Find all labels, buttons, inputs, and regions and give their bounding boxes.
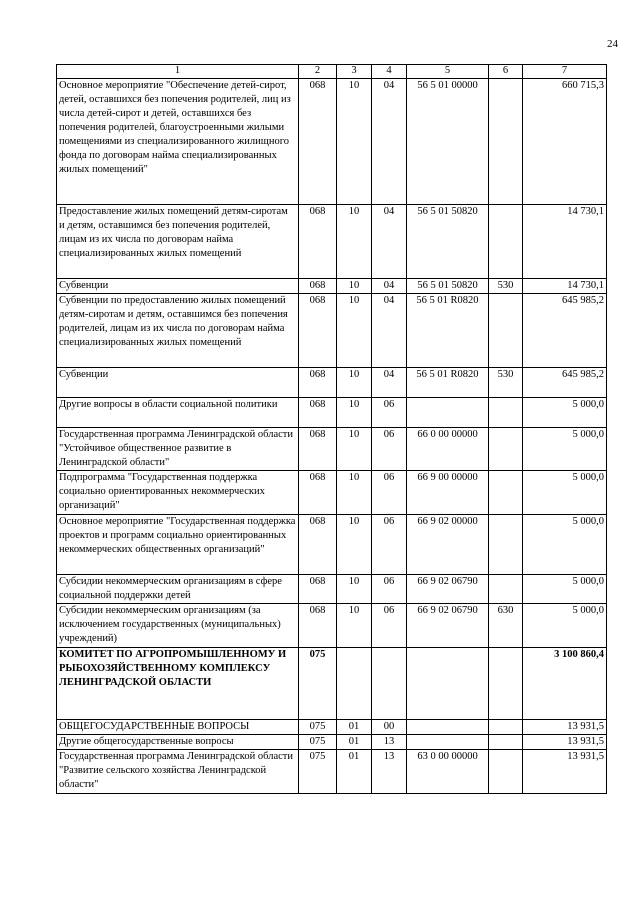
table-row: [57, 398, 607, 428]
cell-amount: 5 000,0: [523, 515, 607, 575]
column-header: 7: [523, 65, 607, 79]
column-header: 5: [407, 65, 489, 79]
cell-admin-code: 068: [299, 279, 337, 294]
cell-section: 10: [337, 515, 372, 575]
cell-subsection: 06: [372, 515, 407, 575]
cell-subsection: 06: [372, 398, 407, 428]
cell-section: 10: [337, 368, 372, 398]
cell-amount: 5 000,0: [523, 398, 607, 428]
table-row: [57, 79, 607, 205]
cell-section: 01: [337, 735, 372, 750]
cell-amount: 645 985,2: [523, 368, 607, 398]
cell-target-article: 66 9 02 00000: [407, 515, 489, 575]
cell-expense-type: 530: [489, 279, 523, 294]
row-name: Предоставление жилых помещений детям-сиротам и детям, оставшимся без попечения родителей, лицам из их числа по договорам найма специализированных жилых помещений: [57, 205, 299, 279]
table-row: [57, 515, 607, 575]
row-name: Государственная программа Ленинградской области "Устойчивое общественное развитие в Ленинградской области": [57, 428, 299, 471]
cell-section: 10: [337, 279, 372, 294]
cell-subsection: 06: [372, 604, 407, 648]
cell-subsection: 06: [372, 471, 407, 515]
cell-section: 10: [337, 398, 372, 428]
cell-amount: 645 985,2: [523, 294, 607, 368]
table-row: [57, 279, 607, 294]
table-row: [57, 720, 607, 735]
cell-amount: 5 000,0: [523, 428, 607, 471]
cell-target-article: 56 5 01 50820: [407, 279, 489, 294]
cell-subsection: 04: [372, 205, 407, 279]
cell-admin-code: 068: [299, 294, 337, 368]
cell-target-article: 66 0 00 00000: [407, 428, 489, 471]
cell-expense-type: [489, 575, 523, 604]
table-row: [57, 294, 607, 368]
cell-subsection: 04: [372, 368, 407, 398]
cell-subsection: 13: [372, 735, 407, 750]
page-number: 24: [607, 38, 618, 50]
cell-admin-code: 075: [299, 735, 337, 750]
cell-subsection: 13: [372, 750, 407, 794]
table-row: [57, 205, 607, 279]
cell-amount: 5 000,0: [523, 471, 607, 515]
row-name: Субсидии некоммерческим организациям в сфере социальной поддержки детей: [57, 575, 299, 604]
row-name: Основное мероприятие "Обеспечение детей-сирот, детей, оставшихся без попечения родителей, лиц из числа детей-сирот и детей, оставшихся без попечения родителей, благоустроенными жилыми помещениями из специализированного жилищного фонда по договорам найма специализированных жилых помещений": [57, 79, 299, 205]
table-row: [57, 750, 607, 794]
table-row: [57, 368, 607, 398]
cell-section: 10: [337, 205, 372, 279]
table-row: [57, 604, 607, 648]
cell-admin-code: 075: [299, 750, 337, 794]
cell-expense-type: [489, 471, 523, 515]
cell-expense-type: [489, 720, 523, 735]
cell-amount: 5 000,0: [523, 604, 607, 648]
column-header: 6: [489, 65, 523, 79]
cell-amount: 13 931,5: [523, 735, 607, 750]
cell-section: 01: [337, 750, 372, 794]
row-name: Субвенции: [57, 368, 299, 398]
cell-section: 10: [337, 294, 372, 368]
cell-amount: 13 931,5: [523, 750, 607, 794]
column-header: 3: [337, 65, 372, 79]
cell-target-article: [407, 735, 489, 750]
cell-expense-type: [489, 79, 523, 205]
cell-admin-code: 068: [299, 428, 337, 471]
cell-admin-code: 075: [299, 648, 337, 720]
cell-subsection: 06: [372, 428, 407, 471]
cell-section: 10: [337, 471, 372, 515]
cell-expense-type: 630: [489, 604, 523, 648]
row-name: Основное мероприятие "Государственная поддержка проектов и программ социально ориентированных некоммерческих общественных организаций": [57, 515, 299, 575]
cell-expense-type: [489, 515, 523, 575]
cell-amount: 3 100 860,4: [523, 648, 607, 720]
table-row: [57, 428, 607, 471]
row-name: Другие вопросы в области социальной политики: [57, 398, 299, 428]
column-header: 4: [372, 65, 407, 79]
cell-amount: 13 931,5: [523, 720, 607, 735]
cell-admin-code: 068: [299, 515, 337, 575]
cell-subsection: 06: [372, 575, 407, 604]
cell-admin-code: 068: [299, 604, 337, 648]
cell-expense-type: [489, 428, 523, 471]
column-header: 2: [299, 65, 337, 79]
cell-amount: 5 000,0: [523, 575, 607, 604]
row-name: Государственная программа Ленинградской области "Развитие сельского хозяйства Ленинградской области": [57, 750, 299, 794]
cell-expense-type: 530: [489, 368, 523, 398]
cell-amount: 660 715,3: [523, 79, 607, 205]
cell-subsection: 04: [372, 79, 407, 205]
cell-expense-type: [489, 648, 523, 720]
column-header: 1: [57, 65, 299, 79]
cell-admin-code: 068: [299, 471, 337, 515]
cell-target-article: 66 9 02 06790: [407, 604, 489, 648]
cell-subsection: 04: [372, 294, 407, 368]
cell-section: 10: [337, 79, 372, 205]
cell-expense-type: [489, 750, 523, 794]
cell-section: 10: [337, 575, 372, 604]
table-row: [57, 575, 607, 604]
header-row: [57, 65, 607, 79]
row-name: Субвенции: [57, 279, 299, 294]
cell-expense-type: [489, 294, 523, 368]
cell-target-article: 66 9 02 06790: [407, 575, 489, 604]
cell-target-article: 63 0 00 00000: [407, 750, 489, 794]
cell-target-article: 56 5 01 R0820: [407, 294, 489, 368]
cell-section: 01: [337, 720, 372, 735]
cell-target-article: [407, 398, 489, 428]
cell-section: 10: [337, 428, 372, 471]
cell-admin-code: 075: [299, 720, 337, 735]
cell-target-article: 66 9 00 00000: [407, 471, 489, 515]
table-row: [57, 648, 607, 720]
cell-expense-type: [489, 398, 523, 428]
cell-target-article: 56 5 01 50820: [407, 205, 489, 279]
table-row: [57, 471, 607, 515]
cell-subsection: [372, 648, 407, 720]
budget-table: [56, 64, 607, 794]
row-name: ОБЩЕГОСУДАРСТВЕННЫЕ ВОПРОСЫ: [57, 720, 299, 735]
row-name: Подпрограмма "Государственная поддержка социально ориентированных некоммерческих организаций": [57, 471, 299, 515]
row-name: Другие общегосударственные вопросы: [57, 735, 299, 750]
cell-amount: 14 730,1: [523, 279, 607, 294]
cell-target-article: [407, 720, 489, 735]
row-name: Субвенции по предоставлению жилых помещений детям-сиротам и детям, оставшимся без попечения родителей, лицам из их числа по договорам найма специализированных жилых помещений: [57, 294, 299, 368]
cell-expense-type: [489, 735, 523, 750]
cell-admin-code: 068: [299, 205, 337, 279]
cell-subsection: 00: [372, 720, 407, 735]
row-name: Субсидии некоммерческим организациям (за исключением государственных (муниципальных) учреждений): [57, 604, 299, 648]
table-row: [57, 735, 607, 750]
cell-admin-code: 068: [299, 575, 337, 604]
cell-section: 10: [337, 604, 372, 648]
cell-admin-code: 068: [299, 368, 337, 398]
cell-target-article: [407, 648, 489, 720]
cell-target-article: 56 5 01 R0820: [407, 368, 489, 398]
cell-admin-code: 068: [299, 79, 337, 205]
cell-section: [337, 648, 372, 720]
row-name: КОМИТЕТ ПО АГРОПРОМЫШЛЕННОМУ И РЫБОХОЗЯЙСТВЕННОМУ КОМПЛЕКСУ ЛЕНИНГРАДСКОЙ ОБЛАСТИ: [57, 648, 299, 720]
cell-admin-code: 068: [299, 398, 337, 428]
cell-expense-type: [489, 205, 523, 279]
cell-amount: 14 730,1: [523, 205, 607, 279]
cell-subsection: 04: [372, 279, 407, 294]
cell-target-article: 56 5 01 00000: [407, 79, 489, 205]
